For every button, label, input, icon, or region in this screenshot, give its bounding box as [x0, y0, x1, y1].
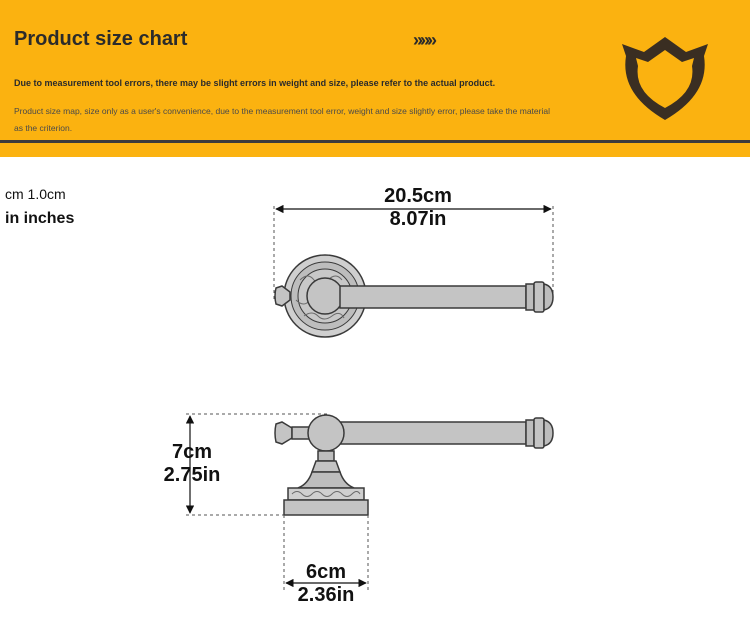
base-in: 2.36in — [297, 584, 355, 606]
arrows-decoration: »»» — [413, 30, 435, 50]
base-cm: 6cm — [305, 561, 347, 583]
unit-cm-label: cm 1.0cm — [5, 186, 66, 202]
unit-inch-label: in inches — [5, 210, 75, 227]
width-dimension-label — [363, 185, 473, 231]
size-description: Product size map, size only as a user's convenience, due to the measurement tool error, weight and size slightly error, please take the material as the criterion. — [14, 106, 550, 133]
height-in: 2.75in — [163, 464, 221, 486]
page-title: Product size chart — [14, 28, 188, 50]
height-dimension-label — [153, 441, 231, 487]
width-cm: 20.5cm — [384, 185, 452, 207]
width-in: 8.07in — [389, 208, 447, 230]
base-dimension-label — [286, 561, 366, 607]
side-view-holder — [186, 414, 553, 590]
measurement-notice: Due to measurement tool errors, there may be slight errors in weight and size, please refer to the actual product. — [14, 78, 496, 88]
height-cm: 7cm — [171, 441, 213, 463]
